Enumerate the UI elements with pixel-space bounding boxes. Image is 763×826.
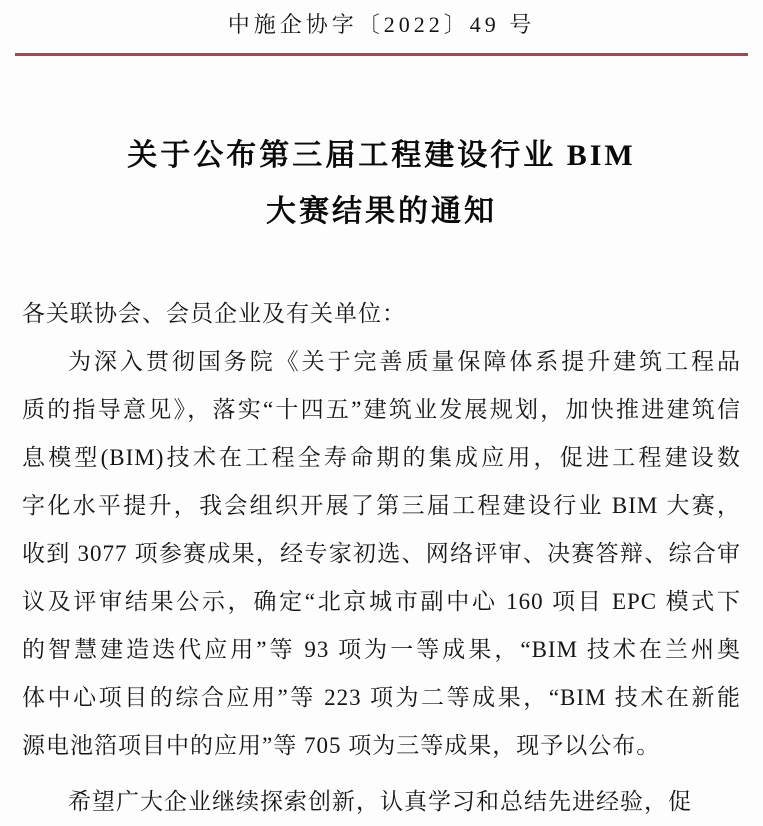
paragraph-2 <box>22 778 741 826</box>
paragraph-1 <box>22 338 741 770</box>
body-line: 源电池箔项目中的应用”等 705 项为三等成果，现予以公布。 <box>22 733 661 758</box>
body-line: 希望广大企业继续探索创新，认真学习和总结先进经验，促 <box>68 789 692 814</box>
doc-title-line1: 关于公布第三届工程建设行业 BIM <box>127 139 636 172</box>
red-divider-line <box>15 53 748 56</box>
body-line: 息模型(BIM)技术在工程全寿命期的集成应用，促进工程建设数 <box>22 445 741 470</box>
body-line: 议及评审结果公示，确定“北京城市副中心 160 项目 EPC 模式下 <box>22 589 741 614</box>
doc-number: 中施企协字〔2022〕49 号 <box>227 12 536 37</box>
doc-title <box>22 128 741 240</box>
body-line: 收到 3077 项参赛成果，经专家初选、网络评审、决赛答辩、综合审 <box>22 541 741 566</box>
body-line: 体中心项目的综合应用”等 223 项为二等成果，“BIM 技术在新能 <box>22 685 741 710</box>
body-line: 为深入贯彻国务院《关于完善质量保障体系提升建筑工程品 <box>68 349 741 374</box>
body-line: 质的指导意见》，落实“十四五”建筑业发展规划，加快推进建筑信 <box>22 397 741 422</box>
salutation-line: 各关联协会、会员企业及有关单位： <box>22 301 406 326</box>
doc-body <box>22 290 741 826</box>
body-line: 的智慧建造迭代应用”等 93 项为一等成果，“BIM 技术在兰州奥 <box>22 637 741 662</box>
doc-title-line2: 大赛结果的通知 <box>266 195 497 228</box>
body-line: 字化水平提升，我会组织开展了第三届工程建设行业 BIM 大赛， <box>22 493 741 518</box>
